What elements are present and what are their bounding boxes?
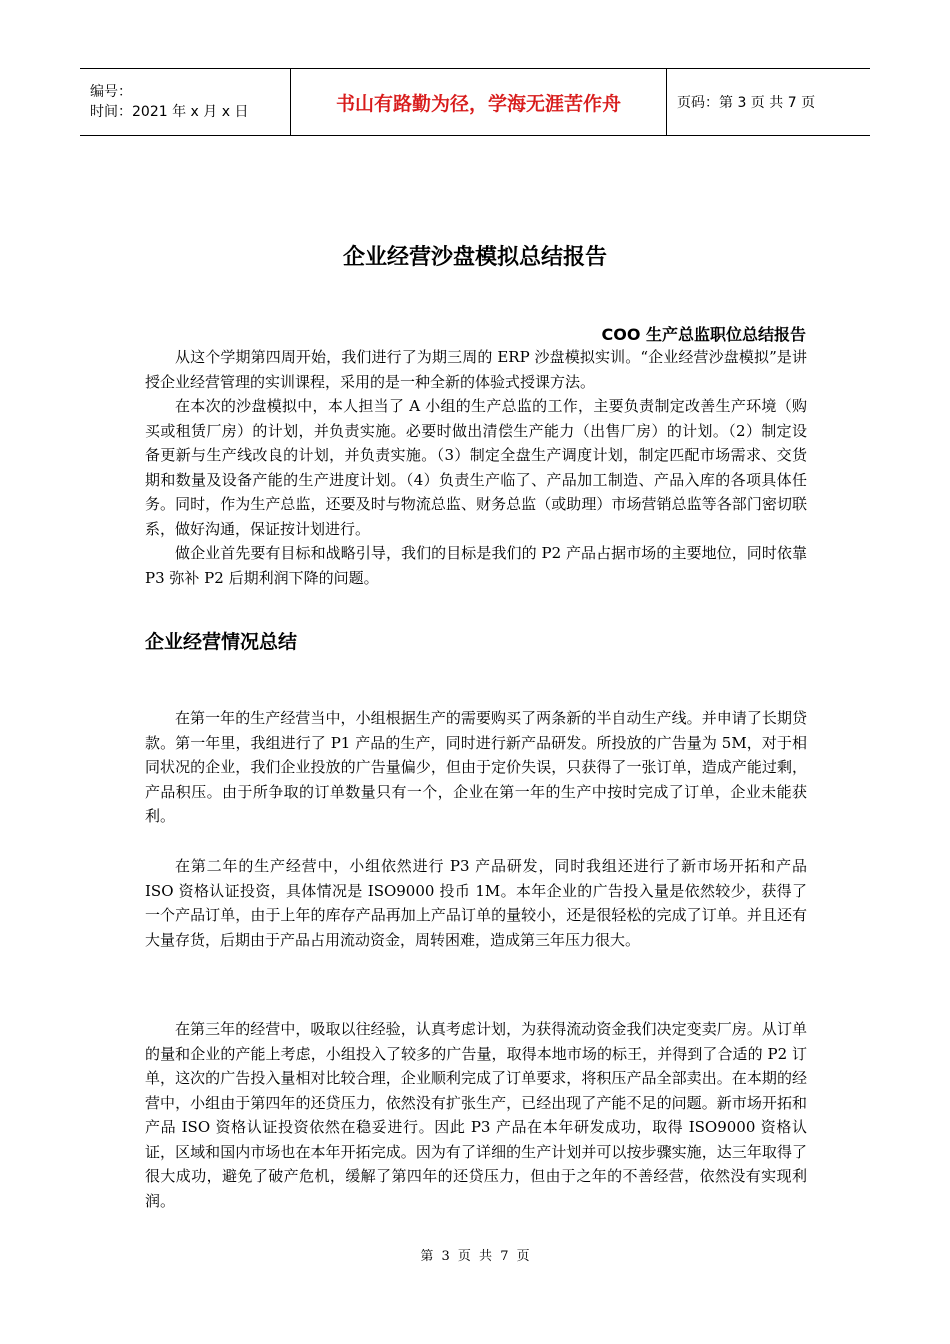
intro-paragraph-1: 从这个学期第四周开始，我们进行了为期三周的 ERP 沙盘模拟实训。“企业经营沙盘模拟”是讲授企业经营管理的实训课程，采用的是一种全新的体验式授课方法。 [145,348,807,391]
year-2-section [145,854,807,952]
year-1-section [145,706,807,829]
intro-section [145,345,807,590]
document-title: 企业经营沙盘模拟总结报告 [342,245,607,270]
page-info: 页码：第 3 页 共 7 页 [667,69,871,136]
year-3-paragraph: 在第三年的经营中，吸取以往经验，认真考虑计划，为获得流动资金我们决定变卖厂房。从订单的量和企业的产能上考虑，小组投入了较多的广告量，取得本地市场的标王，并得到了合适的 P2 订单，这次的广告投入量相对比较合理，企业顺利完成了订单要求，将积压产品全部卖出。在本期的经营中，小组由于第四年的还贷压力，依然没有扩张生产，已经出现了产能不足的问题。新市场开拓和产品 ISO 资格认证投资依然在稳妥进行。因此 P3 产品在本年研发成功，取得 ISO9000 资格认证，区域和国内市场也在本年开拓完成。因为有了详细的生产计划并可以按步骤实施，达三年取得了很大成功，避免了破产危机，缓解了第四年的还贷压力，但由于之年的不善经营，依然没有实现利润。 [145,1020,807,1210]
document-subtitle: COO 生产总监职位总结报告 [601,325,806,344]
year-3-section [145,1017,807,1213]
motto: 书山有路勤为径，学海无涯苦作舟 [291,69,667,136]
page-footer: 第 3 页 共 7 页 [420,1249,530,1264]
year-1-paragraph: 在第一年的生产经营当中，小组根据生产的需要购买了两条新的半自动生产线。并申请了长期贷款。第一年里，我组进行了 P1 产品的生产，同时进行新产品研发。所投放的广告量为 5M，对于相同状况的企业，我们企业投放的广告量偏少，但由于定价失误，只获得了一张订单，造成产能过剩，产品积压。由于所争取的订单数量只有一个，企业在第一年的生产中按时完成了订单，企业未能获利。 [145,709,807,825]
header-left-cell [80,69,291,136]
intro-paragraph-2: 在本次的沙盘模拟中，本人担当了 A 小组的生产总监的工作，主要负责制定改善生产环境（购买或租赁厂房）的计划，并负责实施。必要时做出清偿生产能力（出售厂房）的计划。（2）制定设备更新与生产线改良的计划，并负责实施。（3）制定全盘生产调度计划，制定匹配市场需求、交货期和数量及设备产能的生产进度计划。（4）负责生产临了、产品加工制造、产品入库的各项具体任务。同时，作为生产总监，还要及时与物流总监、财务总监（或助理）市场营销总监等各部门密切联系，做好沟通，保证按计划进行。 [145,397,807,538]
intro-paragraph-3: 做企业首先要有目标和战略引导，我们的目标是我们的 P2 产品占据市场的主要地位，同时依靠 P3 弥补 P2 后期利润下降的问题。 [145,544,807,587]
section-heading: 企业经营情况总结 [145,631,298,653]
doc-number-label: 编号： [90,84,132,100]
year-2-paragraph: 在第二年的生产经营中，小组依然进行 P3 产品研发，同时我组还进行了新市场开拓和产品 ISO 资格认证投资，具体情况是 ISO9000 投币 1M。本年企业的广告投入量是依然较少，获得了一个产品订单，由于上年的库存产品再加上产品订单的量较小，还是很轻松的完成了订单。并且还有大量存货，后期由于产品占用流动资金，周转困难，造成第三年压力很大。 [145,857,807,949]
date-line: 时间：2021 年 x 月 x 日 [90,104,249,120]
page-header [80,68,870,136]
